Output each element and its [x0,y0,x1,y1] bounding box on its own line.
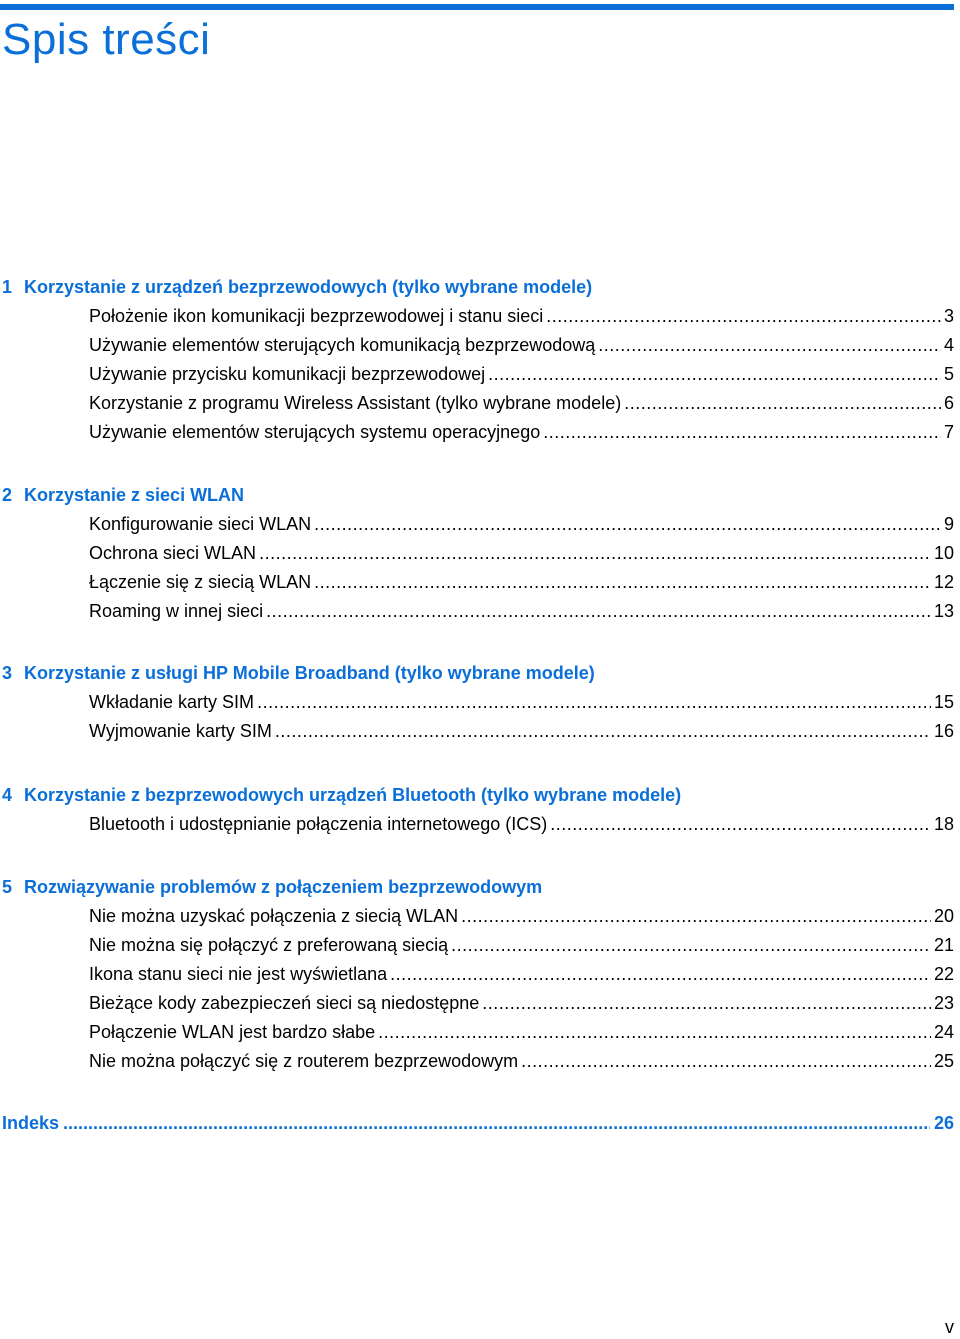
toc-entry[interactable] [89,810,954,839]
chapter-heading[interactable] [0,659,954,688]
entry-page: 13 [933,601,954,621]
entry-label: Położenie ikon komunikacji bezprzewodowej i stanu sieci [89,306,544,326]
chapter-heading[interactable] [0,781,954,810]
chapter-1 [0,273,954,447]
entry-label: Wyjmowanie karty SIM [89,721,272,741]
entry-label: Korzystanie z programu Wireless Assistant (tylko wybrane modele) [89,393,622,413]
dot-leader [266,597,931,626]
dot-leader [314,510,941,539]
chapter-heading[interactable] [0,873,954,902]
chapter-3 [0,659,954,746]
entry-label: Ochrona sieci WLAN [89,543,257,563]
entry-page: 20 [933,906,954,926]
page-title: Spis treści [2,15,211,64]
dot-leader [378,1018,931,1047]
dot-leader [546,302,941,331]
toc-entry[interactable] [89,539,954,568]
entry-page: 4 [943,335,954,355]
entry-page: 23 [933,993,954,1013]
toc-entry[interactable] [89,597,954,626]
dot-leader [488,360,941,389]
entry-page: 21 [933,935,954,955]
entry-label: Bluetooth i udostępnianie połączenia internetowego (ICS) [89,814,548,834]
chapter-heading[interactable] [0,481,954,510]
entry-label: Używanie elementów sterujących systemu operacyjnego [89,422,541,442]
chapter-4 [0,781,954,839]
toc-entry[interactable] [89,1018,954,1047]
dot-leader [451,931,931,960]
dot-leader [550,810,931,839]
dot-leader [257,688,931,717]
entry-label: Ikona stanu sieci nie jest wyświetlana [89,964,388,984]
entry-label: Połączenie WLAN jest bardzo słabe [89,1022,376,1042]
toc-entry[interactable] [89,568,954,597]
chapter-number: 2 [2,485,13,505]
entry-label: Wkładanie karty SIM [89,692,255,712]
chapter-heading[interactable] [0,273,954,302]
chapter-title: Korzystanie z usługi HP Mobile Broadband (tylko wybrane modele) [24,663,595,683]
toc-entry[interactable] [89,302,954,331]
chapter-number: 4 [2,785,13,805]
entry-label: Nie można uzyskać połączenia z siecią WLAN [89,906,459,926]
toc-entry[interactable] [89,717,954,746]
entry-page: 5 [943,364,954,384]
entry-page: 25 [933,1051,954,1071]
toc-entry[interactable] [89,418,954,447]
entry-label: Używanie przycisku komunikacji bezprzewodowej [89,364,486,384]
index-label: Indeks [2,1113,60,1133]
toc-entry[interactable] [89,688,954,717]
index-entry[interactable] [2,1109,954,1138]
chapter-title: Korzystanie z urządzeń bezprzewodowych (tylko wybrane modele) [24,277,593,297]
entry-page: 9 [943,514,954,534]
chapter-number: 5 [2,877,13,897]
toc-entry[interactable] [89,989,954,1018]
entry-page: 24 [933,1022,954,1042]
toc-entry[interactable] [89,389,954,418]
toc-entry[interactable] [89,960,954,989]
entry-page: 22 [933,964,954,984]
toc-entry[interactable] [89,931,954,960]
dot-leader [390,960,931,989]
entry-page: 18 [933,814,954,834]
page-number: v [945,1317,954,1337]
chapter-title: Korzystanie z sieci WLAN [24,485,245,505]
chapter-number: 3 [2,663,13,683]
chapter-title: Korzystanie z bezprzewodowych urządzeń Bluetooth (tylko wybrane modele) [24,785,682,805]
dot-leader [624,389,941,418]
entry-label: Nie można połączyć się z routerem bezprzewodowym [89,1051,519,1071]
entry-label: Bieżące kody zabezpieczeń sieci są niedostępne [89,993,480,1013]
toc-entry[interactable] [89,510,954,539]
chapter-title: Rozwiązywanie problemów z połączeniem bezprzewodowym [24,877,543,897]
entry-page: 7 [943,422,954,442]
entry-page: 16 [933,721,954,741]
dot-leader [521,1047,931,1076]
entry-page: 10 [933,543,954,563]
entry-label: Konfigurowanie sieci WLAN [89,514,312,534]
entry-page: 12 [933,572,954,592]
dot-leader [461,902,931,931]
dot-leader [259,539,931,568]
dot-leader [543,418,941,447]
dot-leader [482,989,931,1018]
entry-page: 3 [943,306,954,326]
dot-leader [275,717,931,746]
entry-label: Nie można się połączyć z preferowaną siecią [89,935,449,955]
dot-leader [63,1109,930,1138]
toc-entry[interactable] [89,1047,954,1076]
dot-leader [598,331,941,360]
entry-label: Łączenie się z siecią WLAN [89,572,312,592]
chapter-number: 1 [2,277,13,297]
toc-entry[interactable] [89,331,954,360]
toc-entry[interactable] [89,902,954,931]
entry-page: 6 [943,393,954,413]
entry-label: Roaming w innej sieci [89,601,264,621]
index-page: 26 [933,1113,954,1133]
entry-page: 15 [933,692,954,712]
chapter-5 [0,873,954,1076]
entry-label: Używanie elementów sterujących komunikacją bezprzewodową [89,335,596,355]
dot-leader [314,568,931,597]
chapter-2 [0,481,954,626]
toc-entry[interactable] [89,360,954,389]
